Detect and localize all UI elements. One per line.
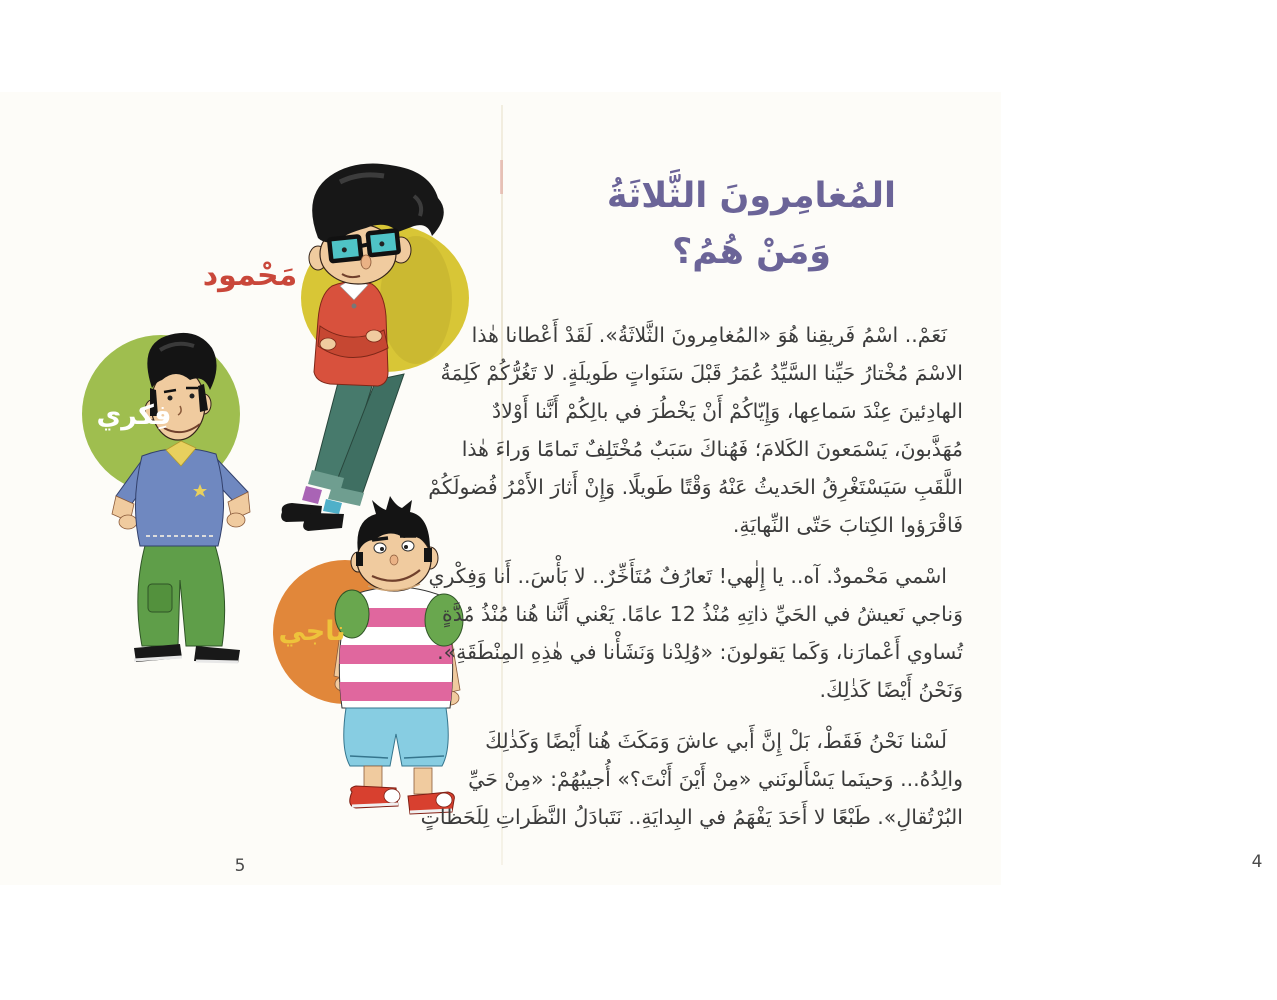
chapter-title — [502, 168, 1001, 280]
body-line: لَسْنا نَحْنُ فَقَطْ، بَلْ إِنَّ أَبي عاشَ وَمَكَثَ هُنا أَيْضًا وَكَذٰلِكَ — [485, 729, 947, 753]
character-label-naji: ناجي — [278, 616, 346, 647]
paragraph-3 — [420, 722, 963, 836]
paragraph-1 — [428, 316, 963, 544]
page-number-left: 5 — [234, 856, 246, 876]
body-line: وَنَحْنُ أَيْضًا كَذٰلِكَ. — [819, 678, 963, 702]
body-line: وَناجي نَعيشُ في الحَيِّ ذاتِهِ مُنْذُ 12 عامًا. يَعْني أَنَّنا هُنا مُنْذُ مُدَّةٍ — [441, 602, 963, 626]
body-line: الهادِئينَ عِنْدَ سَماعِها، وَإِيّاكُمْ أَنْ يَخْطُرَ في بالِكُمْ أَنَّنا أَوْلادٌ — [492, 399, 963, 423]
body-line: اسْمي مَحْمودٌ. آه.. يا إِلٰهي! تَعارُفٌ مُتَأَخِّرٌ.. لا بَأْسَ.. أَنا وَفِكْري — [428, 564, 947, 588]
body-line: مُهَذَّبونَ، يَسْمَعونَ الكَلامَ؛ فَهُناكَ سَبَبٌ مُخْتَلِفٌ تَمامًا وَراءَ هٰذا — [461, 437, 963, 461]
characters-illustration — [0, 0, 502, 1000]
body-line: البُرْتُقالِ». طَبْعًا لا أَحَدَ يَفْهَمُ في البِدايَةِ.. نَتَبادَلُ النَّظَراتِ لِلَحَظاتٍ — [420, 805, 963, 829]
title-line-2: وَمَنْ هُمُ؟ — [671, 232, 832, 272]
character-label-mahmoud: مَحْمود — [202, 258, 298, 293]
body-line: والِدُهُ... وَحينَما يَسْأَلونَني «مِنْ أَيْنَ أَنْتَ؟» أُجيبُهُمْ: «مِنْ حَيِّ — [468, 767, 963, 791]
body-line: اللَّقَبِ سَيَسْتَغْرِقُ الحَديثُ عَنْهُ وَقْتًا طَويلًا. وَإِنْ أَثارَ الأَمْرُ فُضولَكُمْ — [428, 475, 963, 499]
title-line-1: المُغامِرونَ الثَّلاثَةُ — [606, 176, 897, 216]
body-line: فَاقْرَؤوا الكِتابَ حَتّى النِّهايَةِ. — [732, 513, 963, 537]
paragraph-2 — [428, 557, 963, 709]
body-text — [420, 316, 963, 849]
page-number-right: 4 — [1251, 852, 1263, 872]
body-line: الاسْمَ مُخْتارُ حَيِّنا السَّيِّدُ عُمَرُ قَبْلَ سَنَواتٍ طَويلَةٍ. لا تَغُرُّكُمْ كَلِمَةُ — [440, 361, 963, 385]
body-line: نَعَمْ.. اسْمُ فَريقِنا هُوَ «المُغامِرونَ الثَّلاثَةُ». لَقَدْ أَعْطانا هٰذا — [471, 323, 947, 347]
body-line: تُساوي أَعْمارَنا، وَكَما يَقولونَ: «وُلِدْنا وَنَشَأْنا في هٰذِهِ المِنْطَقَةِ». — [437, 640, 963, 664]
character-label-fikri: فِكري — [96, 400, 172, 431]
right-page — [420, 0, 1263, 1000]
